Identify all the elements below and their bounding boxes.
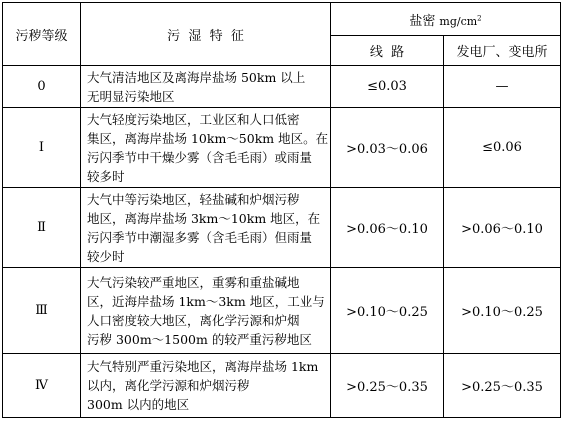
description-line: 大气特别严重污染地区，离海岸盐场 1km	[87, 359, 319, 374]
description-line: 无明显污染地区	[87, 88, 175, 104]
header-salt-density-label: 盐密	[409, 13, 436, 29]
table-row	[3, 108, 561, 188]
station-value-cell: >0.25～0.35	[444, 354, 561, 418]
level-cell: Ⅱ	[3, 188, 81, 268]
station-value-cell: >0.06～0.10	[444, 188, 561, 268]
level-cell: Ⅲ	[3, 268, 81, 354]
header-salt-density	[331, 3, 561, 36]
line-value-cell: >0.10～0.25	[331, 268, 444, 354]
level-cell: Ⅳ	[3, 354, 81, 418]
description-line: 污秽 300m～1500m 的较严重污秽地区	[87, 331, 312, 347]
description-line: 区，近海岸盐场 1km～3km 地区，工业与	[87, 293, 325, 309]
header-power-station: 发电厂、变电所	[444, 36, 561, 66]
table-row	[3, 268, 561, 354]
description-cell	[81, 354, 331, 418]
description-line: 地区，离海岸盐场 3km～10km 地区，在	[87, 210, 321, 226]
pollution-grade-table	[2, 2, 561, 418]
description-line: 污闪季节中干燥少雾（含毛毛雨）或雨量	[87, 149, 313, 165]
description-line: 大气污染较严重地区，重雾和重盐碱地	[87, 274, 300, 290]
header-unit-sup: 2	[477, 13, 482, 22]
description-cell	[81, 188, 331, 268]
header-description-text: 污 湿 特 征	[167, 28, 244, 44]
description-line: 人口密度较大地区，离化学污源和炉烟	[87, 312, 300, 328]
header-description	[81, 3, 331, 66]
header-level: 污秽等级	[3, 3, 81, 66]
header-row-1	[3, 3, 561, 36]
header-line-text: 线 路	[369, 45, 405, 60]
header-line	[331, 36, 444, 66]
line-value-cell: >0.25～0.35	[331, 354, 444, 418]
line-value-cell: ≤0.03	[331, 66, 444, 108]
description-line: 较多时	[87, 168, 125, 184]
description-line: 大气清洁地区及离海岸盐场 50km 以上	[87, 69, 306, 85]
line-value-cell: >0.03～0.06	[331, 108, 444, 188]
station-value-cell: ≤0.06	[444, 108, 561, 188]
description-cell	[81, 108, 331, 188]
description-line: 集区，离海岸盐场 10km～50km 地区。在	[87, 130, 329, 146]
station-value-cell: >0.10～0.25	[444, 268, 561, 354]
header-salt-density-unit	[439, 15, 481, 28]
table-row	[3, 66, 561, 108]
table-row	[3, 354, 561, 418]
description-cell	[81, 268, 331, 354]
line-value-cell: >0.06～0.10	[331, 188, 444, 268]
station-value-cell: —	[444, 66, 561, 108]
description-line: 污闪季节中潮湿多雾（含毛毛雨）但雨量	[87, 229, 313, 245]
description-line: 大气中等污染地区，轻盐碱和炉烟污秽	[87, 191, 300, 207]
description-line: 以内，离化学污源和炉烟污秽	[87, 378, 250, 393]
description-line: 较少时	[87, 248, 125, 264]
level-cell: 0	[3, 66, 81, 108]
table-row	[3, 188, 561, 268]
description-line: 300m 以内的地区	[87, 397, 190, 412]
description-cell	[81, 66, 331, 108]
description-line: 大气轻度污染地区，工业区和人口低密	[87, 111, 300, 127]
level-cell: Ⅰ	[3, 108, 81, 188]
header-unit-base: mg/cm	[439, 14, 478, 28]
